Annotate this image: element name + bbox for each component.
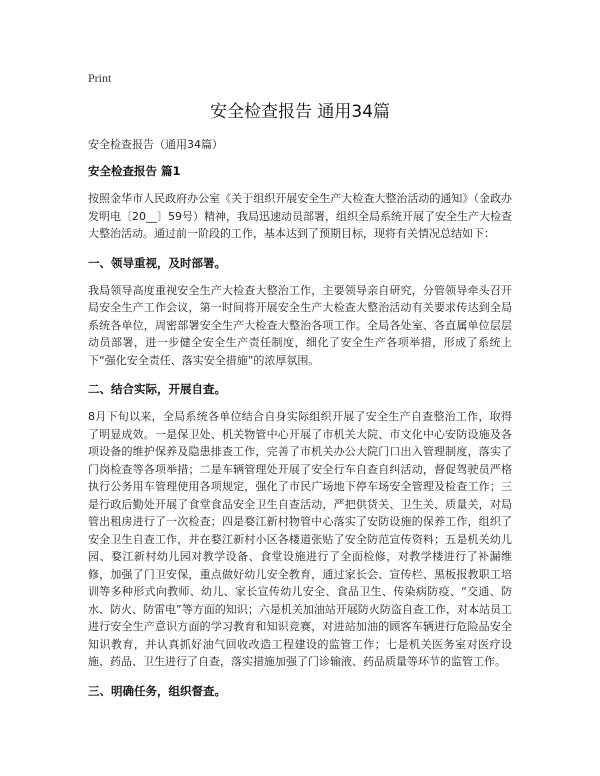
section-heading-3: 三、明确任务，组织督查。	[88, 683, 226, 698]
section-heading-2: 二、结合实际，开展自查。	[88, 382, 226, 396]
part-heading: 安全检查报告 篇1	[88, 164, 181, 178]
print-label[interactable]: Print	[88, 71, 112, 85]
document-subtitle: 安全检查报告（通用34篇）	[88, 138, 223, 151]
document-title: 安全检查报告 通用34篇	[209, 102, 391, 122]
intro-paragraph: 按照金华市人民政府办公室《关于组织开展安全生产大检查大整治活动的通知》（金政办发明电〔20__〕59号）精神，我局迅速动员部署，组织全局系统开展了安全生产大检查大整治活动。通过前一阶段的工作，基本达到了预期目标，现将有关情况总结如下：	[88, 192, 512, 240]
section-body-1: 我局领导高度重视安全生产大检查大整治工作，主要领导亲自研究，分管领导牵头召开局安全生产工作会议，第一时间将开展安全生产大检查大整治活动有关要求传达到全局系统各单位，周密部署安全生产大检查大整治各项工作。全局各处室、各直属单位层层动员部署，进一步健全安全生产责任制度，细化了安全生产各项举措，形成了系统上下“强化安全责任、落实安全措施”的浓厚氛围。	[88, 283, 512, 367]
section-body-2: 8月下旬以来，全局系统各单位结合自身实际组织开展了安全生产自查整治工作，取得了明显成效。一是保卫处、机关物管中心开展了市机关大院、市文化中心安防设施及各项设备的维护保养及隐患排查工作，完善了市机关办公大院门口出入管理制度，落实了门岗检查等各项举措；二是车辆管理处开展了安全行车自查自纠活动，督促驾驶员严格执行公务用车管理使用各项规定，强化了市民广场地下停车场安全管理及检查工作；三是行政后勤处开展了食堂食品安全卫生自查活动，严把供货关、卫生关、质量关，对局管出租房进行了一次检查；四是婺江新村物管中心落实了安防设施的保养工作，组织了安全卫生自查工作，并在婺江新村小区各楼道张贴了安全防范宣传资料；五是机关幼儿园、婺江新村幼儿园对教学设备、食堂设施进行了全面检修，对教学楼进行了补漏维修，加强了门卫安保，重点做好幼儿安全教育，通过家长会、宣传栏、黑板报教职工培训等多种形式向教师、幼儿、家长宣传幼儿安全、食品卫生、传染病防疫、“交通、防水、防火、防雷电”等方面的知识；六是机关加油站开展防火防盗自查工作，对本站员工进行安全生产意识方面的学习教育和知识竞赛，对进站加油的顾客车辆进行危险品安全知识教育，并认真抓好油气回收改造工程建设的监管工作；七是机关医务室对医疗设施、药品、卫生进行了自查，落实措施加强了门诊输液、药品质量等环节的监管工作。	[88, 410, 512, 668]
section-heading-1: 一、领导重视，及时部署。	[88, 255, 226, 270]
